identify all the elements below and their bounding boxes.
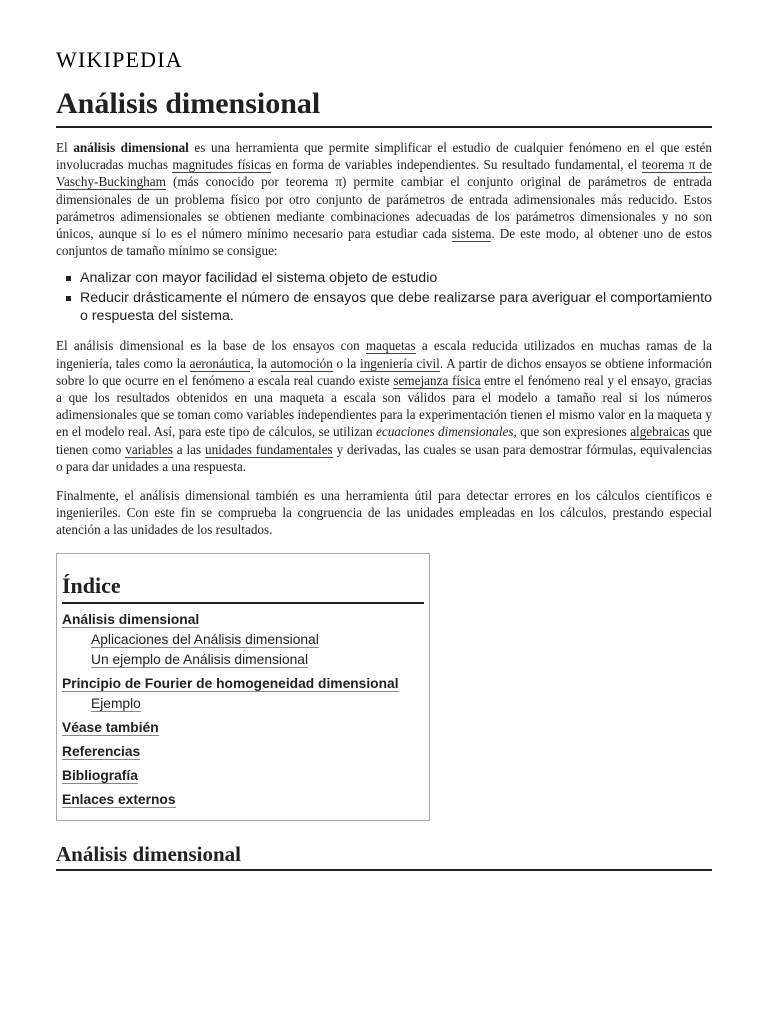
text: es una herramienta que permite simplificar el estudio de cualquier fenómeno en el que estén involucradas muchas	[56, 140, 712, 173]
text: en forma de variables independientes. Su resultado fundamental, el	[271, 157, 642, 173]
intro-paragraph	[56, 139, 712, 259]
table-of-contents	[56, 553, 430, 821]
link-teorema-pi[interactable]: teorema π de Vaschy-Buckingham	[56, 157, 713, 190]
text: . A partir de dichos ensayos se obtiene información sobre lo que ocurre en el fenómeno a escala real cuando existe	[56, 355, 712, 388]
link-sistema[interactable]: sistema	[451, 226, 492, 242]
text: entre el fenómeno real y el ensayo, gracias a que los resultados obtenidos en una maqueta a escala son válidos para el modelo a tamaño real si los números adimensionales que se toman como variables independientes para la experimentación tienen el mismo valor en la maqueta y en el modelo real. Así, para este tipo de cálculos, se utilizan	[56, 372, 712, 440]
paragraph-2	[56, 337, 712, 475]
text: El análisis dimensional es la base de los ensayos con	[56, 338, 366, 354]
text: a las	[172, 441, 206, 457]
toc-entry[interactable]	[62, 718, 424, 738]
toc-entry-label[interactable]: Referencias	[62, 743, 141, 759]
text: que tienen como	[56, 424, 712, 457]
link-variables[interactable]: variables	[125, 441, 173, 457]
toc-entry-label[interactable]: Análisis dimensional	[62, 611, 200, 627]
toc-entry-label[interactable]: Bibliografía	[62, 767, 138, 783]
text: (más conocido por teorema π) permite cambiar el conjunto original de parámetros de entrada dimensionales de un problema físico por otro conjunto de parámetros de entrada adimensionales más reducido. Estos parámetros adimensionales se obtienen mediante combinaciones adecuadas de los parámetros dimensionales y no son únicos, aunque sí lo es el número mínimo necesario para estudiar cada	[56, 174, 712, 242]
toc-entry[interactable]	[62, 766, 424, 786]
link-magnitudes-fisicas[interactable]: magnitudes físicas	[172, 157, 272, 173]
toc-entry[interactable]	[62, 742, 424, 762]
toc-entry-label[interactable]: Principio de Fourier de homogeneidad dimensional	[62, 675, 399, 691]
toc-entry[interactable]	[62, 694, 424, 714]
italic-term: ecuaciones dimensionales	[376, 424, 514, 440]
link-aeronautica[interactable]: aeronáutica	[189, 355, 251, 371]
toc-entry-label[interactable]: Un ejemplo de Análisis dimensional	[91, 651, 309, 667]
toc-entry-label[interactable]: Véase también	[62, 719, 159, 735]
wikipedia-wordmark[interactable]: WIKIPEDIA	[56, 47, 183, 72]
list-item: Analizar con mayor facilidad el sistema objeto de estudio	[80, 269, 712, 287]
toc-entry[interactable]	[62, 790, 424, 810]
link-ingenieria-civil[interactable]: ingeniería civil	[360, 355, 440, 371]
link-maquetas[interactable]: maquetas	[365, 338, 416, 354]
text: , la	[250, 355, 271, 371]
text: El	[56, 140, 74, 155]
toc-entry-label[interactable]: Ejemplo	[91, 695, 141, 711]
link-semejanza-fisica[interactable]: semejanza física	[393, 372, 481, 388]
text: o la	[332, 355, 360, 371]
text: a escala reducida utilizados en muchas ramas de la ingeniería, tales como la	[56, 338, 712, 371]
text: . De este modo, al obtener uno de estos conjuntos de tamaño mínimo se consigue:	[56, 226, 712, 259]
link-unidades-fundamentales[interactable]: unidades fundamentales	[205, 441, 333, 457]
link-automocion[interactable]: automoción	[270, 355, 333, 371]
toc-entry[interactable]	[62, 610, 424, 630]
toc-entry-label[interactable]: Aplicaciones del Análisis dimensional	[91, 631, 319, 647]
toc-entry[interactable]	[62, 650, 424, 670]
bold-term: análisis dimensional	[73, 140, 189, 155]
page-title: Análisis dimensional	[56, 84, 712, 128]
toc-entry[interactable]	[62, 674, 424, 694]
toc-entry-label[interactable]: Enlaces externos	[62, 791, 176, 807]
link-algebraicas[interactable]: algebraicas	[630, 424, 690, 440]
toc-list	[62, 610, 424, 810]
article-page	[56, 0, 712, 871]
section-heading: Análisis dimensional	[56, 841, 712, 871]
list-item: Reducir drásticamente el número de ensayos que debe realizarse para averiguar el comportamiento o respuesta del sistema.	[80, 290, 712, 325]
text: , que son expresiones	[513, 424, 631, 440]
benefits-list	[56, 269, 712, 325]
text: y derivadas, las cuales se usan para demostrar fórmulas, equivalencias o para dar unidades a una respuesta.	[56, 441, 712, 474]
toc-title: Índice	[62, 572, 424, 604]
toc-entry[interactable]	[62, 630, 424, 650]
paragraph-3: Finalmente, el análisis dimensional también es una herramienta útil para detectar errores en los cálculos científicos e ingenieriles. Con este fin se comprueba la congruencia de las unidades empleadas en los cálculos, prestando especial atención a las unidades de los resultados.	[56, 488, 712, 538]
